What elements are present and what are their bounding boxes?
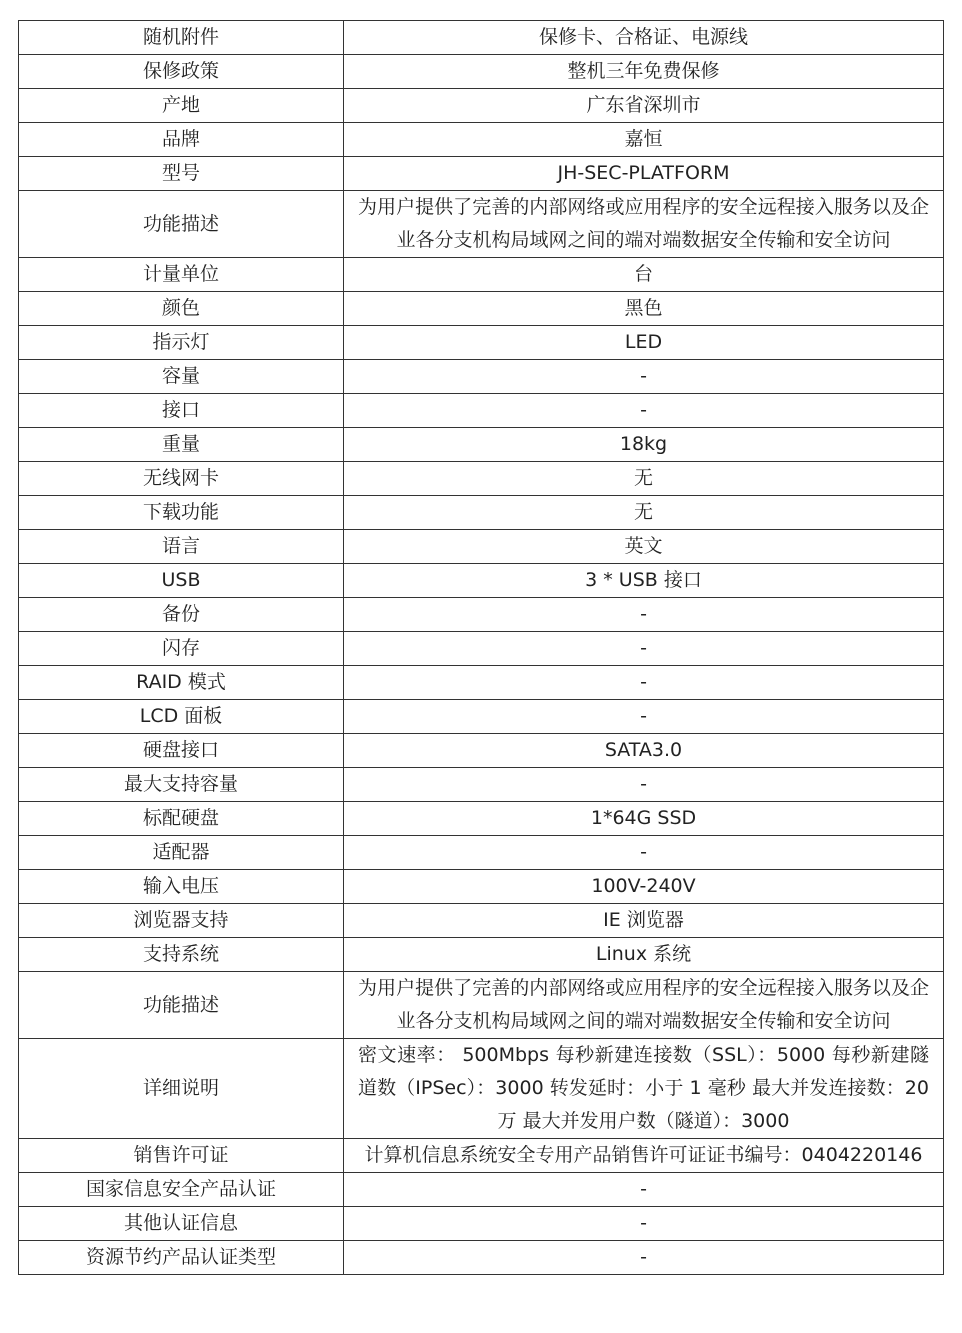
spec-value: - bbox=[344, 700, 944, 734]
spec-value: 英文 bbox=[344, 530, 944, 564]
spec-value: JH-SEC-PLATFORM bbox=[344, 157, 944, 191]
spec-label: 颜色 bbox=[19, 292, 344, 326]
spec-label: 容量 bbox=[19, 360, 344, 394]
spec-value: 嘉恒 bbox=[344, 123, 944, 157]
spec-label: 适配器 bbox=[19, 836, 344, 870]
spec-label: 无线网卡 bbox=[19, 462, 344, 496]
spec-label: 型号 bbox=[19, 157, 344, 191]
table-row bbox=[19, 802, 944, 836]
spec-label: 详细说明 bbox=[19, 1039, 344, 1139]
spec-label: 随机附件 bbox=[19, 21, 344, 55]
spec-label: USB bbox=[19, 564, 344, 598]
spec-value: - bbox=[344, 598, 944, 632]
table-row bbox=[19, 1039, 944, 1139]
spec-label: 功能描述 bbox=[19, 191, 344, 258]
table-row bbox=[19, 1173, 944, 1207]
spec-value: 为用户提供了完善的内部网络或应用程序的安全远程接入服务以及企业各分支机构局域网之间的端对端数据安全传输和安全访问 bbox=[344, 191, 944, 258]
spec-value: 黑色 bbox=[344, 292, 944, 326]
spec-label: 浏览器支持 bbox=[19, 904, 344, 938]
spec-label: 重量 bbox=[19, 428, 344, 462]
spec-label: 产地 bbox=[19, 89, 344, 123]
spec-value: - bbox=[344, 1207, 944, 1241]
spec-label: 备份 bbox=[19, 598, 344, 632]
spec-value: 1*64G SSD bbox=[344, 802, 944, 836]
spec-value: 保修卡、合格证、电源线 bbox=[344, 21, 944, 55]
spec-label: 输入电压 bbox=[19, 870, 344, 904]
spec-label: 下载功能 bbox=[19, 496, 344, 530]
table-row bbox=[19, 836, 944, 870]
spec-label: LCD 面板 bbox=[19, 700, 344, 734]
spec-value: 台 bbox=[344, 258, 944, 292]
spec-value: - bbox=[344, 666, 944, 700]
spec-value: IE 浏览器 bbox=[344, 904, 944, 938]
table-row bbox=[19, 55, 944, 89]
spec-value: - bbox=[344, 632, 944, 666]
spec-value: 无 bbox=[344, 462, 944, 496]
spec-label: RAID 模式 bbox=[19, 666, 344, 700]
table-row bbox=[19, 462, 944, 496]
table-row bbox=[19, 157, 944, 191]
table-row bbox=[19, 496, 944, 530]
spec-label: 销售许可证 bbox=[19, 1139, 344, 1173]
spec-value: 3 * USB 接口 bbox=[344, 564, 944, 598]
spec-value: - bbox=[344, 1173, 944, 1207]
spec-label: 指示灯 bbox=[19, 326, 344, 360]
spec-value: 18kg bbox=[344, 428, 944, 462]
spec-value: 无 bbox=[344, 496, 944, 530]
spec-label: 最大支持容量 bbox=[19, 768, 344, 802]
table-row bbox=[19, 734, 944, 768]
table-row bbox=[19, 904, 944, 938]
table-row bbox=[19, 870, 944, 904]
table-row bbox=[19, 1207, 944, 1241]
table-row bbox=[19, 666, 944, 700]
table-row bbox=[19, 1241, 944, 1275]
spec-label: 计量单位 bbox=[19, 258, 344, 292]
spec-label: 接口 bbox=[19, 394, 344, 428]
spec-value: 为用户提供了完善的内部网络或应用程序的安全远程接入服务以及企业各分支机构局域网之间的端对端数据安全传输和安全访问 bbox=[344, 972, 944, 1039]
spec-label: 国家信息安全产品认证 bbox=[19, 1173, 344, 1207]
spec-label: 保修政策 bbox=[19, 55, 344, 89]
product-spec-table bbox=[18, 20, 944, 1275]
table-row bbox=[19, 394, 944, 428]
spec-value: 整机三年免费保修 bbox=[344, 55, 944, 89]
table-row bbox=[19, 123, 944, 157]
spec-value: - bbox=[344, 394, 944, 428]
table-row bbox=[19, 258, 944, 292]
table-row bbox=[19, 564, 944, 598]
spec-value: Linux 系统 bbox=[344, 938, 944, 972]
spec-value: - bbox=[344, 836, 944, 870]
table-row bbox=[19, 428, 944, 462]
table-row bbox=[19, 972, 944, 1039]
table-row bbox=[19, 700, 944, 734]
spec-value: LED bbox=[344, 326, 944, 360]
spec-label: 支持系统 bbox=[19, 938, 344, 972]
spec-value: 密文速率： 500Mbps 每秒新建连接数（SSL）：5000 每秒新建隧道数（IPSec）：3000 转发延时：小于 1 毫秒 最大并发连接数：20 万 最大并发用户数（隧道）：3000 bbox=[344, 1039, 944, 1139]
spec-label: 语言 bbox=[19, 530, 344, 564]
spec-label: 其他认证信息 bbox=[19, 1207, 344, 1241]
table-row bbox=[19, 530, 944, 564]
table-row bbox=[19, 326, 944, 360]
spec-value: 广东省深圳市 bbox=[344, 89, 944, 123]
spec-table-body bbox=[19, 21, 944, 1275]
spec-label: 硬盘接口 bbox=[19, 734, 344, 768]
table-row bbox=[19, 21, 944, 55]
table-row bbox=[19, 632, 944, 666]
spec-value: 计算机信息系统安全专用产品销售许可证证书编号：0404220146 bbox=[344, 1139, 944, 1173]
table-row bbox=[19, 768, 944, 802]
spec-label: 品牌 bbox=[19, 123, 344, 157]
table-row bbox=[19, 1139, 944, 1173]
spec-value: - bbox=[344, 768, 944, 802]
spec-value: - bbox=[344, 360, 944, 394]
spec-label: 标配硬盘 bbox=[19, 802, 344, 836]
table-row bbox=[19, 191, 944, 258]
spec-label: 资源节约产品认证类型 bbox=[19, 1241, 344, 1275]
spec-label: 闪存 bbox=[19, 632, 344, 666]
spec-value: - bbox=[344, 1241, 944, 1275]
table-row bbox=[19, 292, 944, 326]
spec-value: 100V-240V bbox=[344, 870, 944, 904]
table-row bbox=[19, 598, 944, 632]
spec-label: 功能描述 bbox=[19, 972, 344, 1039]
table-row bbox=[19, 938, 944, 972]
table-row bbox=[19, 89, 944, 123]
table-row bbox=[19, 360, 944, 394]
spec-value: SATA3.0 bbox=[344, 734, 944, 768]
